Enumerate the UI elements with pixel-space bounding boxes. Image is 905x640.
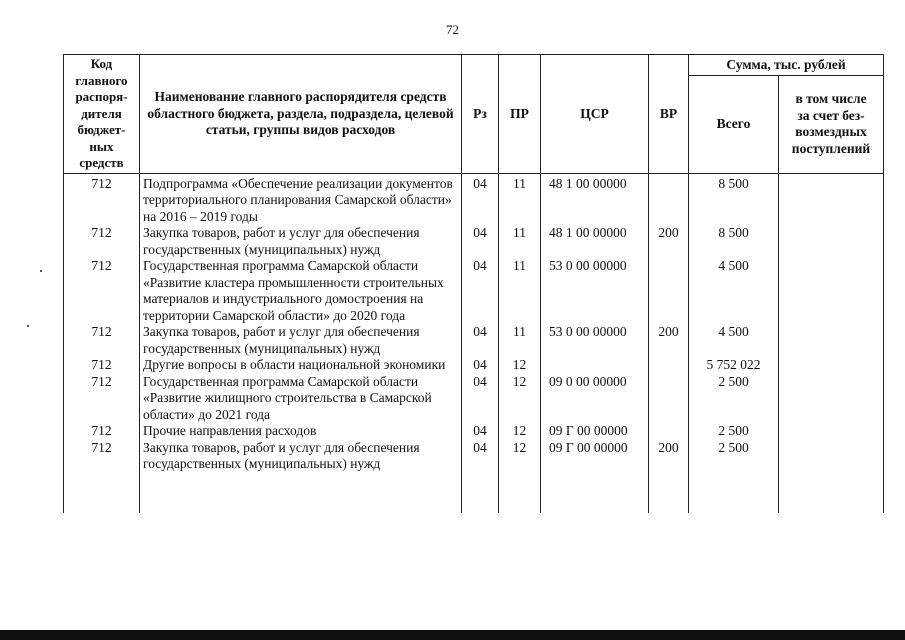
header-incl-line: за счет без- (797, 107, 865, 123)
header-incl (779, 76, 884, 174)
cell-kod: 712 (64, 374, 140, 424)
header-kod-line: распоря- (75, 89, 128, 104)
cell-total: 5 752 022 (689, 357, 779, 374)
cell-csr (541, 357, 649, 374)
header-pr: ПР (499, 55, 541, 174)
cell-total: 4 500 (689, 258, 779, 324)
scan-speck (40, 270, 42, 272)
cell-vr (649, 258, 689, 324)
page-number: 72 (446, 22, 459, 37)
header-rz: Рз (462, 55, 499, 174)
cell-pr: 12 (499, 374, 541, 424)
cell-rz: 04 (462, 225, 499, 258)
header-incl-line: в том числе (795, 91, 867, 107)
cell-csr: 09 0 00 00000 (541, 374, 649, 424)
cell-rz: 04 (462, 173, 499, 225)
cell-rz: 04 (462, 374, 499, 424)
header-sum: Сумма, тыс. рублей (689, 55, 884, 76)
table-row (64, 440, 884, 473)
budget-table (63, 54, 884, 513)
table-body (64, 173, 884, 513)
cell-kod: 712 (64, 423, 140, 440)
filler-cell (779, 473, 884, 513)
filler-cell (689, 473, 779, 513)
header-kod-line: ных (89, 138, 114, 154)
table-header (64, 55, 884, 174)
header-name: Наименование главного распорядителя средств областного бюджета, раздела, подраздела, целевой статьи, группы видов расходов (140, 55, 462, 174)
cell-total: 2 500 (689, 423, 779, 440)
cell-name: Государственная программа Самарской области «Развитие кластера промышленности строительных материалов и индустриального домостроения на территории Самарской области» до 2020 года (140, 258, 462, 324)
table-row (64, 423, 884, 440)
cell-pr: 11 (499, 225, 541, 258)
cell-kod: 712 (64, 258, 140, 324)
cell-incl (779, 357, 884, 374)
table-row (64, 258, 884, 324)
table-row (64, 225, 884, 258)
cell-total: 4 500 (689, 324, 779, 357)
cell-incl (779, 423, 884, 440)
cell-total: 2 500 (689, 374, 779, 424)
cell-vr (649, 374, 689, 424)
filler-cell (499, 473, 541, 513)
cell-vr: 200 (649, 440, 689, 473)
cell-kod: 712 (64, 440, 140, 473)
cell-csr: 48 1 00 00000 (541, 173, 649, 225)
cell-name: Закупка товаров, работ и услуг для обеспечения государственных (муниципальных) нужд (140, 440, 462, 473)
cell-name: Другие вопросы в области национальной экономики (140, 357, 462, 374)
cell-name: Прочие направления расходов (140, 423, 462, 440)
header-total: Всего (689, 76, 779, 174)
cell-pr: 11 (499, 173, 541, 225)
header-csr: ЦСР (541, 55, 649, 174)
table-row (64, 357, 884, 374)
header-vr: ВР (649, 55, 689, 174)
cell-vr (649, 423, 689, 440)
table-row-filler (64, 473, 884, 513)
cell-name: Закупка товаров, работ и услуг для обеспечения государственных (муниципальных) нужд (140, 324, 462, 357)
cell-csr: 09 Г 00 00000 (541, 423, 649, 440)
table-row (64, 324, 884, 357)
table-row (64, 173, 884, 225)
header-incl-line: поступлений (791, 140, 871, 156)
cell-total: 2 500 (689, 440, 779, 473)
cell-rz: 04 (462, 258, 499, 324)
cell-rz: 04 (462, 423, 499, 440)
filler-cell (541, 473, 649, 513)
cell-incl (779, 225, 884, 258)
cell-pr: 11 (499, 324, 541, 357)
cell-pr: 11 (499, 258, 541, 324)
cell-incl (779, 440, 884, 473)
header-incl-line: возмездных (795, 124, 867, 140)
cell-rz: 04 (462, 357, 499, 374)
cell-name: Закупка товаров, работ и услуг для обеспечения государственных (муниципальных) нужд (140, 225, 462, 258)
cell-csr: 53 0 00 00000 (541, 258, 649, 324)
cell-incl (779, 258, 884, 324)
cell-pr: 12 (499, 440, 541, 473)
cell-total: 8 500 (689, 225, 779, 258)
cell-vr: 200 (649, 324, 689, 357)
scan-bottom-edge (0, 630, 905, 640)
cell-pr: 12 (499, 423, 541, 440)
cell-pr: 12 (499, 357, 541, 374)
filler-cell (462, 473, 499, 513)
cell-kod: 712 (64, 173, 140, 225)
cell-vr: 200 (649, 225, 689, 258)
cell-csr: 48 1 00 00000 (541, 225, 649, 258)
header-kod-line: главного (75, 72, 128, 88)
filler-cell (649, 473, 689, 513)
cell-vr (649, 173, 689, 225)
header-kod-line: дителя (81, 105, 122, 121)
cell-csr: 53 0 00 00000 (541, 324, 649, 357)
cell-name: Подпрограмма «Обеспечение реализации документов территориального планирования Самарской области» на 2016 – 2019 годы (140, 173, 462, 225)
header-kod-line: средств (79, 155, 124, 170)
cell-kod: 712 (64, 357, 140, 374)
cell-incl (779, 374, 884, 424)
cell-rz: 04 (462, 440, 499, 473)
cell-rz: 04 (462, 324, 499, 357)
cell-incl (779, 324, 884, 357)
cell-kod: 712 (64, 324, 140, 357)
table-row (64, 374, 884, 424)
cell-kod: 712 (64, 225, 140, 258)
cell-vr (649, 357, 689, 374)
header-kod-line: Код (90, 56, 113, 71)
filler-cell (140, 473, 462, 513)
cell-total: 8 500 (689, 173, 779, 225)
scan-speck (27, 325, 29, 327)
header-kod (64, 55, 140, 174)
header-kod-line: бюджет- (77, 122, 126, 137)
cell-csr: 09 Г 00 00000 (541, 440, 649, 473)
cell-incl (779, 173, 884, 225)
cell-name: Государственная программа Самарской области «Развитие жилищного строительства в Самарской области» до 2021 года (140, 374, 462, 424)
filler-cell (64, 473, 140, 513)
